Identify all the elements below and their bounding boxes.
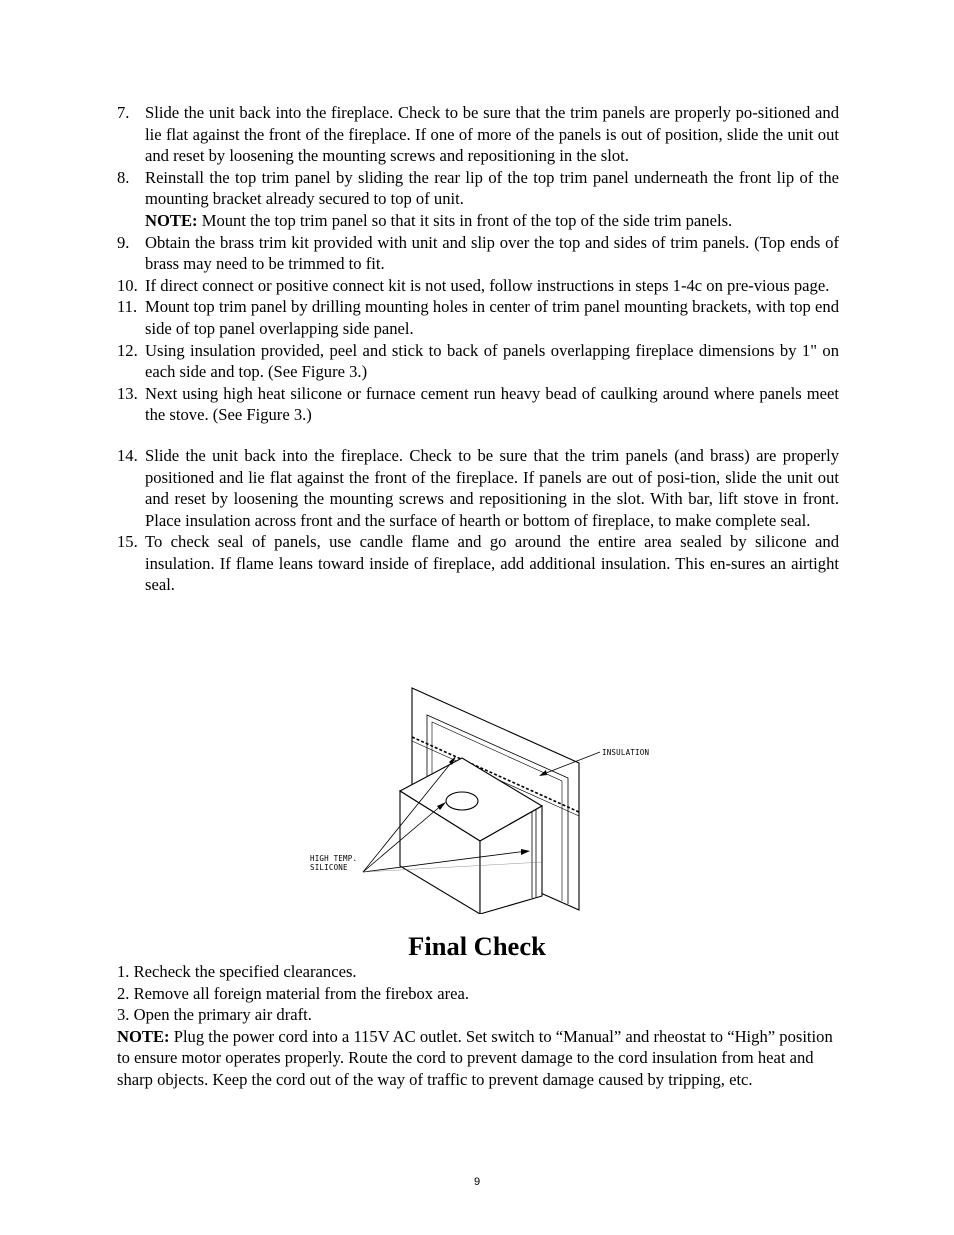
step-number: 9. (117, 232, 130, 252)
step-number: 12. (117, 340, 138, 360)
step-number: 11. (117, 297, 138, 317)
step-number: 7. (117, 103, 130, 122)
step-11 (117, 296, 839, 339)
step-text: Slide the unit back into the fireplace. Check to be sure that the trim panels are properly po-sitioned and lie flat against the front of the fireplace. If one of more of the panels is out of position, slide the unit out and reset by loosening the mounting screws and repositioning in the slot. (145, 103, 839, 166)
step-number: 10. (117, 275, 138, 295)
final-check-heading: Final Check (408, 931, 546, 961)
silicone-label: SILICONE (310, 863, 348, 872)
note-label: NOTE: (145, 210, 198, 230)
page-number: 9 (473, 1176, 481, 1188)
insulation-label: INSULATION (602, 748, 650, 757)
final-check-note (117, 1026, 839, 1091)
note-text: Mount the top trim panel so that it sits in front of the top of the side trim panels. (197, 210, 733, 230)
step-15 (117, 531, 839, 596)
final-check-item: 1. Recheck the specified clearances. (117, 962, 357, 981)
step-10 (117, 275, 839, 297)
figure-3-diagram (300, 686, 670, 914)
installation-steps (117, 102, 839, 596)
step-text: Reinstall the top trim panel by sliding the rear lip of the top trim panel underneath the front lip of the mounting bracket already secured to top of unit. (145, 167, 839, 209)
step-number: 15. (117, 532, 138, 552)
step-text: Mount top trim panel by drilling mounting holes in center of trim panel mounting brackets, with top end side of top panel overlapping side panel. (145, 297, 839, 338)
step-14 (117, 445, 839, 531)
high-temp-label: HIGH TEMP. (310, 854, 358, 863)
note-text: Plug the power cord into a 115V AC outlet. Set switch to “Manual” and rheostat to “High” position to ensure motor operates properly. Route the cord to prevent damage to the cord insulation from heat and sharp objects. Keep the cord out of the way of traffic to prevent damage caused by tripping, etc. (117, 1026, 833, 1089)
step-12 (117, 340, 839, 383)
step-text: Using insulation provided, peel and stick to back of panels overlapping fireplace dimensions by 1" on each side and top. (See Figure 3.) (145, 340, 839, 382)
step-number: 13. (117, 383, 138, 403)
step-text: Next using high heat silicone or furnace cement run heavy bead of caulking around where panels meet the stove. (See Figure 3.) (145, 383, 839, 425)
step-9 (117, 232, 839, 275)
step-13 (117, 383, 839, 426)
spacer (117, 426, 839, 445)
step-text: Slide the unit back into the fireplace. Check to be sure that the trim panels (and brass) are properly positioned and lie flat against the front of the fireplace. If panels are out of posi-tion, slide the unit out and reset by loosening the mounting screws and repositioning in the slot. With bar, lift stove in front. Place insulation across front and the surface of hearth or bottom of fireplace, to make complete seal. (145, 445, 839, 530)
step-8 (117, 167, 839, 232)
step-text: Obtain the brass trim kit provided with unit and slip over the top and sides of trim panels. (Top ends of brass may need to be trimmed to fit. (145, 232, 839, 274)
final-check-item: 3. Open the primary air draft. (117, 1005, 312, 1025)
step-number: 14. (117, 445, 138, 465)
step-number: 8. (117, 167, 130, 187)
final-check-item: 2. Remove all foreign material from the firebox area. (117, 983, 470, 1003)
note-label: NOTE: (117, 1026, 170, 1046)
step-7 (117, 102, 839, 167)
step-text: To check seal of panels, use candle flame and go around the entire area sealed by silicone and insulation. If flame leans toward inside of fireplace, add additional insulation. This en-sures an airtight seal. (145, 532, 839, 595)
step-text: If direct connect or positive connect kit is not used, follow instructions in steps 1-4c on pre-vious page. (145, 275, 830, 295)
final-check-list (117, 961, 839, 1091)
